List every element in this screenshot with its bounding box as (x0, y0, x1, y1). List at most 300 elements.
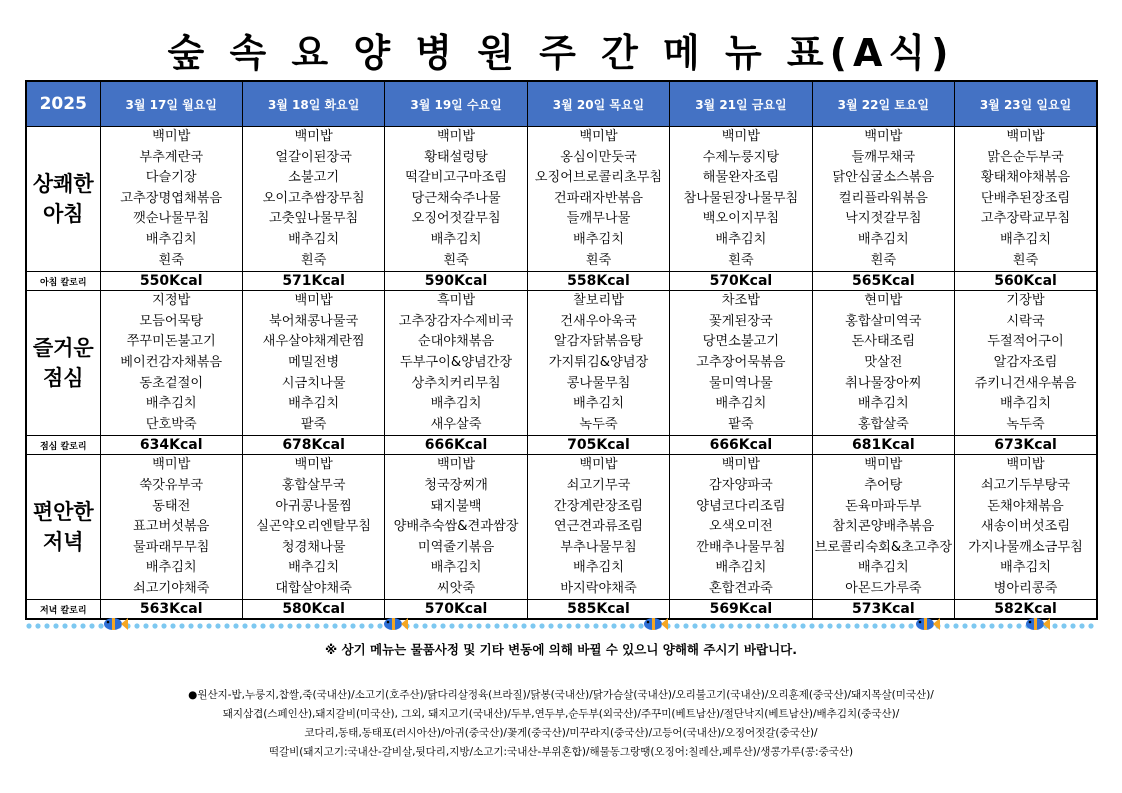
menu-item: 백미밥 (294, 293, 333, 309)
bubble-icon (791, 623, 796, 628)
bubble-icon (494, 623, 499, 628)
menu-item: 콩나물무침 (566, 375, 631, 391)
menu-cell (100, 455, 242, 600)
menu-item: 추어탕 (864, 477, 903, 493)
menu-item: 배추김치 (857, 560, 909, 576)
bubble-icon (701, 623, 706, 628)
bubble-icon (485, 623, 490, 628)
bubble-icon (512, 623, 517, 628)
bubble-icon (755, 623, 760, 628)
menu-item: 백미밥 (436, 457, 476, 473)
menu-item: 홍합살무국 (281, 477, 346, 493)
calorie-value: 673Kcal (955, 436, 1097, 455)
menu-item: 브로콜리숙회&초고추장 (814, 539, 953, 555)
bubble-icon (575, 623, 580, 628)
menu-cell (100, 127, 242, 272)
bubble-icon (1016, 623, 1021, 628)
bubble-icon (620, 623, 625, 628)
calorie-value: 560Kcal (955, 272, 1097, 291)
weekly-menu-table (25, 80, 1098, 620)
menu-item: 깻순나물무침 (132, 211, 210, 227)
meal-row (26, 291, 1097, 436)
menu-item: 미역줄기볶음 (417, 539, 495, 555)
menu-cell (527, 291, 669, 436)
bubble-icon (170, 623, 175, 628)
bubble-icon (800, 623, 805, 628)
menu-item: 백미밥 (721, 457, 760, 473)
menu-item: 새우살야채계란찜 (262, 334, 365, 350)
day-header: 3월 19일 수요일 (385, 81, 527, 127)
menu-item: 동태전 (152, 498, 191, 514)
origin-line: 코다리,동태,동태포(러시아산)/아귀(중국산)/꽃게(중국산)/미꾸라지(중국산)/고등어(국내산)/오징어젓갈(중국산)/ (304, 727, 818, 739)
meal-label-line: 아침 (42, 202, 84, 227)
bubble-icon (719, 623, 724, 628)
menu-item: 흑미밥 (436, 293, 476, 309)
menu-item: 쇠고기야채죽 (132, 580, 210, 596)
bubble-icon (593, 623, 598, 628)
menu-item: 배추김치 (715, 560, 767, 576)
bubble-icon (746, 623, 751, 628)
meal-row (26, 455, 1097, 600)
menu-item: 배추김치 (430, 560, 482, 576)
menu-item: 백미밥 (152, 457, 191, 473)
day-header: 3월 18일 화요일 (242, 81, 384, 127)
bubble-icon (413, 623, 418, 628)
menu-item: 쭈꾸미돈불고기 (126, 334, 216, 350)
menu-cell (955, 127, 1097, 272)
menu-item: 청경채나물 (281, 539, 346, 555)
calorie-value: 678Kcal (242, 436, 384, 455)
menu-item: 백미밥 (294, 129, 333, 144)
bubble-icon (458, 623, 463, 628)
menu-item: 건파래자반볶음 (553, 190, 644, 206)
bubble-icon (323, 623, 328, 628)
menu-item: 떡갈비고구마조림 (405, 170, 508, 186)
bubble-icon (359, 623, 364, 628)
calorie-value: 582Kcal (955, 600, 1097, 620)
bubble-icon (62, 623, 67, 628)
menu-item: 물파래무무침 (132, 539, 210, 555)
bubble-icon (629, 623, 634, 628)
calorie-row (26, 436, 1097, 455)
calorie-value: 569Kcal (670, 600, 812, 620)
bubble-icon (53, 623, 58, 628)
calorie-label: 아침 칼로리 (26, 272, 100, 291)
bubble-icon (980, 623, 985, 628)
origin-line: 돼지삼겹(스페인산),돼지갈비(미국산), 그외, 돼지고기(국내산)/두부,연두부,순두부(외국산)/주꾸미(베트남산)/절단낙지(베트남산)/배추김치(중국산)/ (222, 708, 900, 720)
menu-item: 양배추숙쌈&견과쌈장 (393, 519, 519, 535)
bubble-icon (1052, 623, 1057, 628)
menu-item: 배추김치 (145, 231, 197, 247)
menu-item: 건새우아욱국 (560, 313, 637, 329)
menu-item: 팥죽 (728, 416, 754, 432)
bubble-icon (251, 623, 256, 628)
menu-item: 흰죽 (728, 252, 754, 268)
meal-label-line: 저녁 (42, 530, 84, 555)
menu-item: 감자양파국 (709, 477, 773, 493)
menu-item: 백미밥 (579, 129, 618, 144)
bubble-icon (674, 623, 679, 628)
bubble-icon (161, 623, 166, 628)
bubble-icon (134, 623, 139, 628)
meal-label (26, 291, 100, 436)
menu-item: 간장계란장조림 (553, 498, 644, 514)
menu-item: 돈사태조림 (851, 334, 916, 350)
bubble-icon (998, 623, 1003, 628)
menu-item: 시금치나물 (281, 375, 346, 391)
menu-cell (670, 455, 812, 600)
menu-item: 고추장명엽채볶음 (120, 190, 223, 206)
menu-item: 다슬기장 (145, 170, 197, 186)
menu-cell (812, 127, 954, 272)
menu-cell (527, 127, 669, 272)
menu-item: 단호박죽 (145, 416, 197, 432)
bubble-icon (350, 623, 355, 628)
menu-item: 고추장락교무침 (980, 211, 1071, 227)
calorie-label: 저녁 칼로리 (26, 600, 100, 620)
menu-item: 흰죽 (870, 252, 897, 268)
menu-item: 당근채숙주나물 (411, 190, 501, 206)
menu-item: 쇠고기두부탕국 (980, 477, 1071, 493)
origin-line: ●원산지-밥,누룽지,찹쌀,죽(국내산)/소고기(호주산)/닭다리살정육(브라질)/닭봉(국내산)/닭가슴살(국내산)/오리불고기(국내산)/오리훈제(중국산)/돼지목살(미국산)/ (188, 689, 934, 701)
menu-item: 흰죽 (443, 252, 469, 268)
menu-item: 표고버섯볶음 (132, 519, 210, 535)
bubble-icon (206, 623, 211, 628)
menu-item: 고추장감자수제비국 (398, 313, 514, 329)
menu-item: 배추김치 (1000, 560, 1051, 576)
menu-item: 백미밥 (721, 129, 760, 144)
menu-item: 상추치커리무침 (411, 375, 501, 391)
bubble-icon (710, 623, 715, 628)
bubble-icon (242, 623, 247, 628)
menu-item: 녹두죽 (579, 416, 618, 432)
menu-item: 가지튀김&양념장 (548, 354, 649, 370)
menu-item: 배추김치 (430, 231, 482, 247)
menu-cell (385, 127, 527, 272)
menu-item: 컬리플라워볶음 (838, 190, 928, 206)
menu-item: 쇠고기무국 (566, 477, 631, 493)
menu-item: 동초겉절이 (139, 375, 204, 391)
calorie-value: 550Kcal (100, 272, 242, 291)
menu-item: 배추김치 (1000, 396, 1051, 412)
bubble-icon (143, 623, 148, 628)
menu-item: 실곤약오리엔탈무침 (256, 519, 371, 535)
menu-item: 양념코다리조림 (696, 498, 786, 514)
menu-item: 낙지젓갈무침 (845, 211, 922, 227)
menu-item: 꽃게된장국 (709, 313, 773, 329)
bubble-icon (332, 623, 337, 628)
calorie-value: 590Kcal (385, 272, 527, 291)
bubble-icon (89, 623, 94, 628)
menu-item: 아귀콩나물찜 (275, 498, 352, 514)
menu-item: 백미밥 (1006, 457, 1045, 473)
bubble-icon (1079, 623, 1084, 628)
bubble-icon (341, 623, 346, 628)
menu-item: 백미밥 (436, 129, 476, 144)
menu-item: 돈육마파두부 (845, 498, 922, 514)
menu-item: 배추김치 (145, 396, 197, 412)
menu-item: 돼지불백 (430, 498, 482, 514)
menu-item: 흰죽 (585, 252, 612, 268)
menu-cell (242, 455, 384, 600)
bubble-icon (530, 623, 535, 628)
bubble-icon (476, 623, 481, 628)
menu-item: 현미밥 (864, 293, 903, 309)
bubble-icon (152, 623, 157, 628)
bubble-icon (377, 623, 382, 628)
menu-cell (812, 291, 954, 436)
calorie-value: 681Kcal (812, 436, 954, 455)
bubble-icon (989, 623, 994, 628)
bubble-icon (683, 623, 688, 628)
menu-item: 오징어브로콜리초무침 (534, 170, 663, 186)
bubble-icon (836, 623, 841, 628)
menu-item: 순대야채볶음 (417, 334, 495, 350)
menu-item: 찰보리밥 (572, 293, 624, 309)
fish-icon (916, 618, 940, 630)
calorie-value: 634Kcal (100, 436, 242, 455)
bubble-icon (224, 623, 229, 628)
calorie-value: 666Kcal (670, 436, 812, 455)
bubble-icon (305, 623, 310, 628)
menu-item: 황태설렁탕 (424, 149, 488, 165)
bubble-icon (602, 623, 607, 628)
menu-item: 수제누룽지탕 (702, 149, 780, 165)
bubble-icon (818, 623, 823, 628)
calorie-value: 666Kcal (385, 436, 527, 455)
menu-item: 배추김치 (572, 396, 624, 412)
calorie-value: 705Kcal (527, 436, 669, 455)
menu-item: 배추김치 (430, 396, 482, 412)
bubble-icon (368, 623, 373, 628)
menu-item: 백미밥 (579, 457, 618, 473)
bubble-icon (197, 623, 202, 628)
bubble-icon (35, 623, 40, 628)
menu-cell (242, 127, 384, 272)
notice-text: ※ 상기 메뉴는 물품사정 및 기타 변동에 의해 바뀔 수 있으니 양해해 주시기 바랍니다. (325, 642, 797, 657)
menu-item: 씨앗죽 (436, 580, 476, 596)
meal-label-line: 편안한 (32, 500, 94, 525)
calorie-value: 571Kcal (242, 272, 384, 291)
menu-item: 백미밥 (152, 129, 191, 144)
bubble-icon (827, 623, 832, 628)
day-header: 3월 17일 월요일 (100, 81, 242, 127)
menu-cell (670, 291, 812, 436)
bubble-icon (773, 623, 778, 628)
bubble-icon (431, 623, 436, 628)
menu-item: 백미밥 (864, 457, 903, 473)
menu-item: 황태채야채볶음 (980, 170, 1071, 186)
menu-item: 두부구이&양념간장 (399, 354, 513, 370)
bubble-icon (1061, 623, 1066, 628)
bubble-icon (611, 623, 616, 628)
day-header: 3월 20일 목요일 (527, 81, 669, 127)
menu-item: 두절적어구이 (987, 334, 1064, 350)
menu-item: 백미밥 (864, 129, 903, 144)
calorie-value: 580Kcal (242, 600, 384, 620)
menu-cell (527, 455, 669, 600)
menu-item: 배추김치 (715, 231, 767, 247)
bubble-icon (971, 623, 976, 628)
menu-item: 물미역나물 (709, 375, 773, 391)
bubble-icon (1007, 623, 1012, 628)
fish-bubble-border (25, 614, 1098, 634)
menu-item: 아몬드가루죽 (845, 580, 922, 596)
menu-item: 연근견과류조림 (553, 519, 644, 535)
menu-item: 참나물된장나물무침 (683, 190, 799, 206)
origin-info (20, 686, 1102, 762)
menu-item: 오색오미전 (709, 519, 773, 535)
bubble-icon (467, 623, 472, 628)
table-header-row (26, 81, 1097, 127)
meal-label-line: 상쾌한 (32, 172, 94, 197)
menu-item: 옹심이만둣국 (560, 149, 637, 165)
menu-item: 들깨무채국 (851, 149, 916, 165)
meal-label-line: 점심 (42, 366, 84, 391)
bubble-icon (692, 623, 697, 628)
fish-icon (644, 618, 668, 630)
menu-item: 참치콘양배추볶음 (832, 519, 935, 535)
menu-item: 홍합살죽 (857, 416, 909, 432)
origin-line: 떡갈비(돼지고기:국내산-갈비살,뒷다리,지방/소고기:국내산-부위혼합)/해물동그랑땡(오징어:칠레산,페루산)/생콩가루(콩:중국산) (268, 746, 854, 758)
bubble-icon (908, 623, 913, 628)
fish-icon (104, 618, 128, 630)
page-title: 숲 속 요 양 병 원 주 간 메 뉴 표(A식) (167, 31, 955, 75)
bubble-icon (944, 623, 949, 628)
bubble-icon (179, 623, 184, 628)
menu-item: 흰죽 (158, 252, 184, 268)
calorie-value: 563Kcal (100, 600, 242, 620)
menu-item: 새우살죽 (430, 416, 482, 432)
bubble-icon (26, 623, 31, 628)
menu-item: 배추김치 (572, 560, 624, 576)
bubble-icon (566, 623, 571, 628)
menu-item: 배추김치 (857, 231, 909, 247)
menu-item: 백미밥 (1006, 129, 1045, 144)
menu-item: 시락국 (1006, 313, 1045, 329)
menu-cell (385, 455, 527, 600)
menu-item: 얼갈이된장국 (275, 149, 352, 165)
bubble-icon (1070, 623, 1075, 628)
menu-item: 홍합살미역국 (845, 313, 922, 329)
bubble-icon (422, 623, 427, 628)
menu-item: 쑥갓유부국 (139, 477, 204, 493)
bubble-icon (548, 623, 553, 628)
menu-item: 메밀전병 (288, 354, 340, 370)
bubble-icon (215, 623, 220, 628)
bubble-icon (233, 623, 238, 628)
menu-item: 혼합견과죽 (709, 580, 773, 596)
meal-label (26, 127, 100, 272)
meal-label (26, 455, 100, 600)
year-cell: 2025 (26, 81, 100, 127)
calorie-value: 570Kcal (670, 272, 812, 291)
calorie-value: 573Kcal (812, 600, 954, 620)
menu-item: 배추김치 (288, 396, 340, 412)
bubble-icon (98, 623, 103, 628)
bubble-icon (1088, 623, 1093, 628)
menu-item: 취나물장아찌 (845, 375, 922, 391)
bubble-icon (872, 623, 877, 628)
menu-item: 고춧잎나물무침 (269, 211, 359, 227)
menu-item: 흰죽 (1012, 252, 1039, 268)
bubble-icon (854, 623, 859, 628)
menu-item: 모듬어묵탕 (139, 313, 204, 329)
menu-item: 녹두죽 (1006, 416, 1045, 432)
day-header: 3월 21일 금요일 (670, 81, 812, 127)
bubble-icon (557, 623, 562, 628)
menu-item: 당면소불고기 (702, 334, 780, 350)
bubble-icon (71, 623, 76, 628)
calorie-value: 570Kcal (385, 600, 527, 620)
menu-item: 백오이지무침 (702, 211, 780, 227)
menu-item: 배추김치 (288, 560, 340, 576)
bubble-icon (287, 623, 292, 628)
menu-item: 병아리콩죽 (993, 580, 1058, 596)
menu-cell (670, 127, 812, 272)
bubble-icon (737, 623, 742, 628)
menu-cell (812, 455, 954, 600)
bubble-icon (845, 623, 850, 628)
menu-item: 맛살전 (864, 354, 903, 370)
bubble-icon (269, 623, 274, 628)
menu-item: 알감자닭볶음탕 (553, 334, 644, 350)
bubble-icon (521, 623, 526, 628)
meal-row (26, 127, 1097, 272)
day-header: 3월 23일 일요일 (955, 81, 1097, 127)
menu-item: 대합살야채죽 (275, 580, 352, 596)
menu-item: 배추김치 (1000, 231, 1051, 247)
menu-item: 기장밥 (1006, 293, 1045, 309)
menu-item: 닭안심굴소스볶음 (832, 170, 935, 186)
menu-item: 배추김치 (145, 560, 197, 576)
bubble-icon (809, 623, 814, 628)
menu-item: 오이고추쌈장무침 (262, 190, 365, 206)
bubble-icon (440, 623, 445, 628)
menu-item: 부추계란국 (139, 149, 204, 165)
bubble-icon (764, 623, 769, 628)
bubble-icon (314, 623, 319, 628)
menu-item: 차조밥 (721, 293, 760, 309)
day-header: 3월 22일 토요일 (812, 81, 954, 127)
bubble-icon (539, 623, 544, 628)
calorie-row (26, 272, 1097, 291)
bubble-icon (278, 623, 283, 628)
menu-cell (385, 291, 527, 436)
menu-item: 흰죽 (300, 252, 327, 268)
menu-item: 소불고기 (288, 170, 340, 186)
bubble-icon (890, 623, 895, 628)
bubble-icon (44, 623, 49, 628)
menu-item: 배추김치 (572, 231, 624, 247)
bubble-icon (953, 623, 958, 628)
bubble-icon (728, 623, 733, 628)
calorie-label: 점심 칼로리 (26, 436, 100, 455)
menu-item: 단배추된장조림 (980, 190, 1071, 206)
bubble-icon (80, 623, 85, 628)
bubble-icon (881, 623, 886, 628)
menu-cell (955, 291, 1097, 436)
menu-item: 바지락야채죽 (560, 580, 637, 596)
menu-item: 맑은순두부국 (987, 149, 1064, 165)
menu-item: 북어채콩나물국 (269, 313, 359, 329)
menu-item: 청국장찌개 (424, 477, 488, 493)
menu-item: 베이컨감자채볶음 (120, 354, 223, 370)
menu-item: 고추장어묵볶음 (696, 354, 786, 370)
bubble-icon (503, 623, 508, 628)
menu-item: 배추김치 (857, 396, 909, 412)
menu-item: 돈채야채볶음 (987, 498, 1064, 514)
